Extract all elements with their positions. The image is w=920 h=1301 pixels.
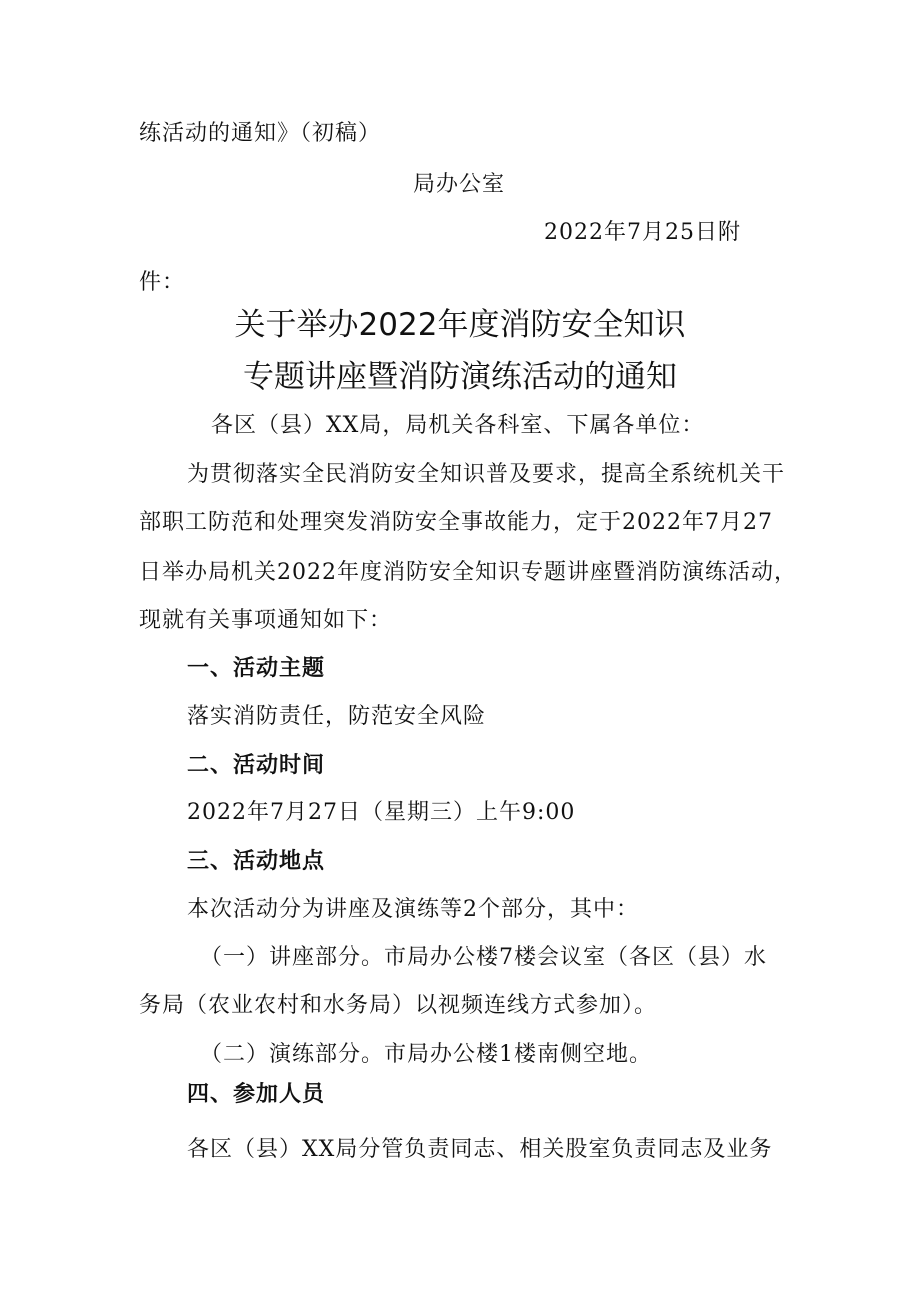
intro-line: 为贯彻落实全民消防安全知识普及要求，提高全系统机关干 bbox=[187, 462, 786, 487]
place-intro: 本次活动分为讲座及演练等2个部分，其中： bbox=[187, 897, 639, 922]
notice-title-line-1: 关于举办2022年度消防安全知识 bbox=[234, 307, 686, 343]
theme-text: 落实消防责任，防范安全风险 bbox=[187, 704, 487, 729]
notice-title-line-2: 专题讲座暨消防演练活动的通知 bbox=[243, 359, 677, 395]
issue-date: 2022年7月25日附 bbox=[544, 220, 741, 245]
section-heading-participants: 四、参加人员 bbox=[187, 1082, 326, 1107]
participants-text: 各区（县）XX局分管负责同志、相关股室负责同志及业务 bbox=[187, 1137, 773, 1162]
attachment-label: 件： bbox=[139, 270, 186, 295]
intro-line: 现就有关事项通知如下： bbox=[139, 608, 393, 633]
section-heading-theme: 一、活动主题 bbox=[187, 656, 326, 681]
preface-line: 练活动的通知》（初稿） bbox=[139, 121, 382, 146]
intro-line: 部职工防范和处理突发消防安全事故能力，定于2022年7月27 bbox=[139, 510, 773, 535]
intro-line: 日举办局机关2022年度消防安全知识专题讲座暨消防演练活动， bbox=[139, 560, 797, 585]
place-drill: （二）演练部分。市局办公楼1楼南侧空地。 bbox=[200, 1042, 652, 1067]
place-lecture-line: 务局（农业农村和水务局）以视频连线方式参加）。 bbox=[139, 993, 658, 1018]
section-heading-time: 二、活动时间 bbox=[187, 753, 326, 778]
time-text: 2022年7月27日（星期三）上午9:00 bbox=[187, 800, 576, 825]
section-heading-place: 三、活动地点 bbox=[187, 849, 326, 874]
issuing-office: 局办公室 bbox=[413, 172, 506, 197]
place-lecture-line: （一）讲座部分。市局办公楼7楼会议室（各区（县）水 bbox=[200, 945, 767, 970]
salutation: 各区（县）XX局，局机关各科室、下属各单位： bbox=[211, 413, 705, 438]
